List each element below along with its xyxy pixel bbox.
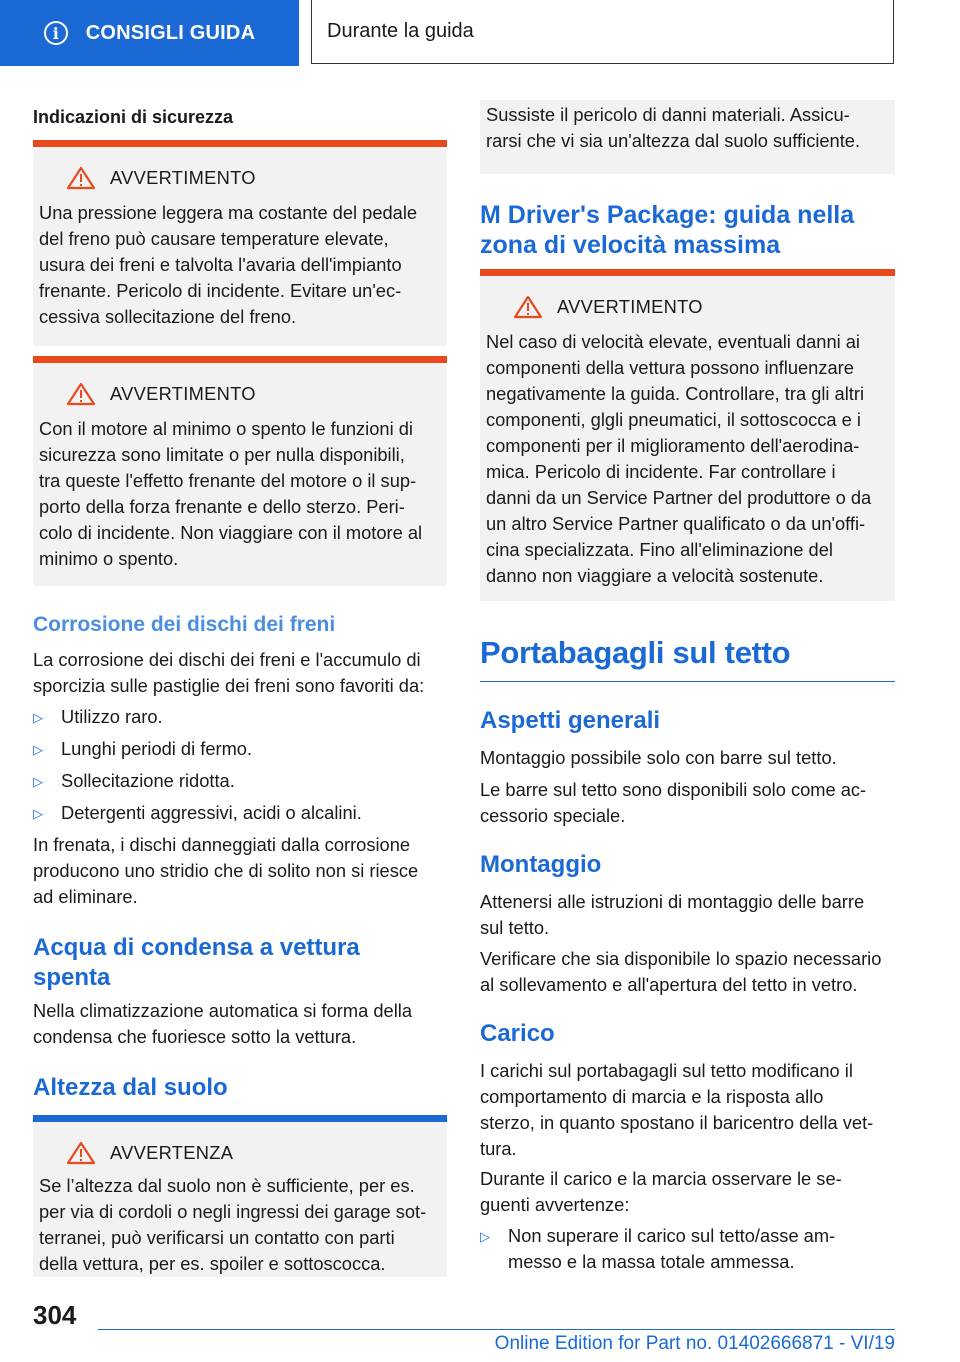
body-line: cessorio speciale. bbox=[480, 805, 626, 826]
list-item: ▷ Detergenti aggressivi, acidi o alcalini. bbox=[33, 800, 447, 826]
warning-line: componenti per il miglioramento dell'aerodina- bbox=[486, 435, 860, 456]
mounting-heading: Montaggio bbox=[480, 851, 602, 878]
section-rule bbox=[480, 681, 895, 682]
warning-line: minimo o spento. bbox=[39, 548, 179, 569]
notice-bar bbox=[33, 1115, 447, 1122]
safety-heading: Indicazioni di sicurezza bbox=[33, 107, 234, 127]
warning-line: Una pressione leggera ma costante del pedale bbox=[39, 202, 418, 223]
body-line: producono uno stridio che di solito non si riesce bbox=[33, 860, 419, 881]
warning-title: AVVERTIMENTO bbox=[110, 383, 256, 404]
body-line: La corrosione dei dischi dei freni e l'accumulo di bbox=[33, 649, 421, 670]
notice-box-ground-clearance bbox=[33, 1115, 447, 1277]
warning-line: Nel caso di velocità elevate, eventuali danni ai bbox=[486, 331, 860, 352]
body-line: comportamento di marcia e la risposta allo bbox=[480, 1086, 824, 1107]
warning-line: mica. Pericolo di incidente. Far controllare i bbox=[486, 461, 836, 482]
warning-title: AVVERTIMENTO bbox=[110, 167, 256, 188]
list-item: ▷ Lunghi periodi di fermo. bbox=[33, 736, 447, 762]
body-line: sporcizia sulle pastiglie dei freni sono favoriti da: bbox=[33, 675, 425, 696]
bullet-triangle-icon: ▷ bbox=[33, 806, 43, 821]
body-line: al sollevamento e all'apertura del tetto in vetro. bbox=[480, 974, 858, 995]
body-line: Nella climatizzazione automatica si forma della bbox=[33, 1000, 412, 1021]
body-line: guenti avvertenze: bbox=[480, 1194, 630, 1215]
warning-triangle-icon bbox=[66, 1141, 96, 1165]
corrosion-heading: Corrosione dei dischi dei freni bbox=[33, 613, 336, 636]
body-line: Durante il carico e la marcia osservare le se- bbox=[480, 1168, 842, 1189]
list-item: ▷ Non superare il carico sul tetto/asse am- messo e la massa totale ammessa. bbox=[480, 1225, 836, 1272]
body-line: ad eliminare. bbox=[33, 886, 138, 907]
warning-line: componenti della vettura possono influenzare bbox=[486, 357, 854, 378]
warning-line: frenante. Pericolo di incidente. Evitare un'ec- bbox=[39, 280, 402, 301]
warning-line: usura dei freni e talvolta l'avaria dell'impianto bbox=[39, 254, 402, 275]
mdriver-heading: M Driver's Package: guida nella zona di velocità massima bbox=[480, 201, 855, 259]
section-tab[interactable] bbox=[0, 0, 299, 66]
bullet-triangle-icon: ▷ bbox=[480, 1229, 490, 1244]
warning-line: negativamente la guida. Controllare, tra gli altri bbox=[486, 383, 865, 404]
notice-line: della vettura, per es. spoiler e sottoscocca. bbox=[39, 1253, 386, 1274]
load-rules-list bbox=[480, 1223, 895, 1281]
breadcrumb-label: Durante la guida bbox=[327, 20, 474, 42]
warning-line: un altro Service Partner qualificato o da un'offi- bbox=[486, 513, 866, 534]
warning-triangle-icon bbox=[513, 295, 543, 319]
condensation-heading: Acqua di condensa a vettura spenta bbox=[33, 934, 360, 991]
warning-line: del freno può causare temperature elevate, bbox=[39, 228, 389, 249]
edition-label: Online Edition for Part no. 01402666871 - VI/19 bbox=[494, 1333, 895, 1354]
warning-title: AVVERTIMENTO bbox=[557, 296, 703, 317]
warning-box-engine-idle bbox=[33, 356, 447, 586]
warning-triangle-icon bbox=[66, 382, 96, 406]
warning-line: tra queste l'effetto frenante del motore o il sup- bbox=[39, 470, 417, 491]
warning-line: componenti, glgli pneumatici, il sottoscocca e i bbox=[486, 409, 861, 430]
warning-line: sicurezza sono limitate o per nulla disponibili, bbox=[39, 444, 405, 465]
warning-line: cessiva sollecitazione del freno. bbox=[39, 306, 297, 327]
body-line: condensa che fuoriesce sotto la vettura. bbox=[33, 1026, 357, 1047]
bullet-triangle-icon: ▷ bbox=[33, 710, 43, 725]
corrosion-factors-list bbox=[33, 704, 447, 832]
body-line: I carichi sul portabagagli sul tetto modificano il bbox=[480, 1060, 853, 1081]
warning-line: danni da un Service Partner del produttore o da bbox=[486, 487, 872, 508]
body-line: tura. bbox=[480, 1138, 517, 1159]
section-tab-label: CONSIGLI GUIDA bbox=[85, 21, 256, 44]
notice-line: Se l’altezza dal suolo non è sufficiente, per es. bbox=[39, 1175, 415, 1196]
body-line: Verificare che sia disponibile lo spazio necessario bbox=[480, 948, 882, 969]
notice-title: AVVERTENZA bbox=[110, 1142, 234, 1163]
bullet-triangle-icon: ▷ bbox=[33, 742, 43, 757]
warning-line: danno non viaggiare a velocità sostenute. bbox=[486, 565, 824, 586]
load-heading: Carico bbox=[480, 1020, 555, 1047]
footer-rule bbox=[98, 1329, 895, 1330]
notice-line: rarsi che vi sia un'altezza dal suolo sufficiente. bbox=[486, 130, 861, 151]
warning-box-high-speed bbox=[480, 269, 895, 601]
list-item: ▷ Sollecitazione ridotta. bbox=[33, 768, 447, 794]
general-heading: Aspetti generali bbox=[480, 707, 661, 734]
warning-triangle-icon bbox=[66, 166, 96, 190]
body-line: In frenata, i dischi danneggiati dalla corrosione bbox=[33, 834, 411, 855]
page-number: 304 bbox=[33, 1300, 77, 1330]
notice-line: terranei, può verificarsi un contatto con parti bbox=[39, 1227, 395, 1248]
warning-bar bbox=[33, 140, 447, 147]
list-item: ▷ Utilizzo raro. bbox=[33, 704, 447, 730]
body-line: Montaggio possibile solo con barre sul tetto. bbox=[480, 747, 837, 768]
warning-box-brake-pressure bbox=[33, 140, 447, 346]
warning-line: cina specializzata. Fino all'eliminazione del bbox=[486, 539, 833, 560]
notice-box-continued bbox=[480, 100, 895, 174]
body-line: Attenersi alle istruzioni di montaggio delle barre bbox=[480, 891, 865, 912]
warning-line: porto della forza frenante e dello sterzo. Peri- bbox=[39, 496, 405, 517]
warning-bar bbox=[480, 269, 895, 276]
breadcrumb bbox=[311, 0, 894, 64]
ground-clearance-heading: Altezza dal suolo bbox=[33, 1074, 228, 1101]
warning-line: Con il motore al minimo o spento le funzioni di bbox=[39, 418, 413, 439]
body-line: sul tetto. bbox=[480, 917, 550, 938]
warning-line: colo di incidente. Non viaggiare con il motore al bbox=[39, 522, 423, 543]
bullet-triangle-icon: ▷ bbox=[33, 774, 43, 789]
notice-line: Sussiste il pericolo di danni materiali. Assicu- bbox=[486, 104, 850, 125]
roof-rack-title: Portabagagli sul tetto bbox=[480, 635, 791, 670]
body-line: Le barre sul tetto sono disponibili solo come ac- bbox=[480, 779, 867, 800]
info-icon: i bbox=[44, 21, 68, 45]
body-line: sterzo, in quanto spostano il baricentro della vet- bbox=[480, 1112, 874, 1133]
warning-bar bbox=[33, 356, 447, 363]
notice-line: per via di cordoli o negli ingressi dei garage sot- bbox=[39, 1201, 427, 1222]
